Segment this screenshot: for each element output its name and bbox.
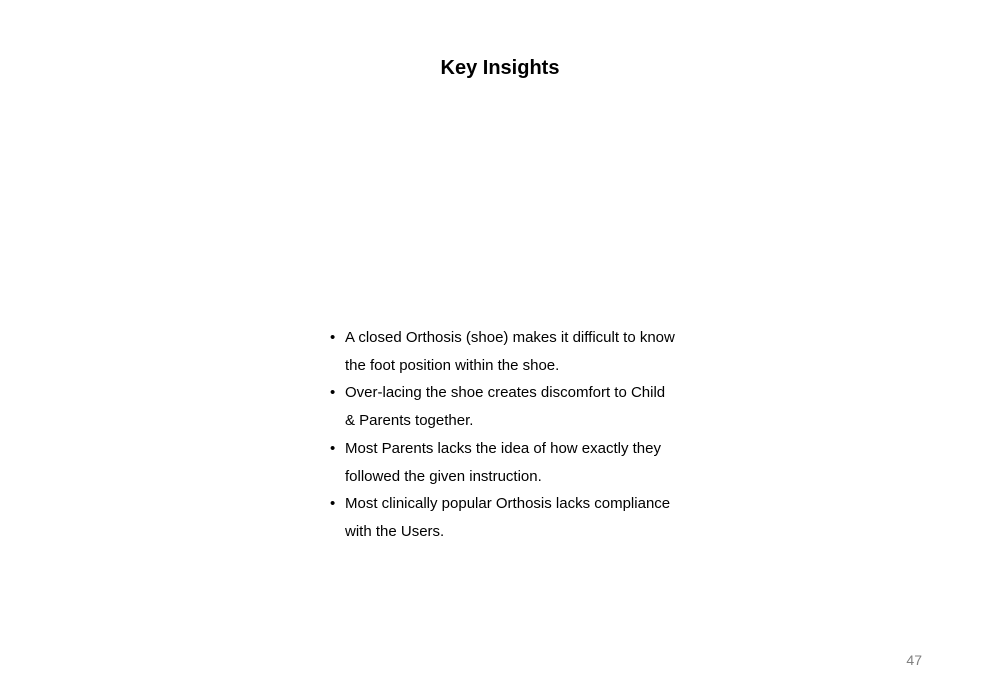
list-item: [330, 435, 675, 490]
insight-text: A closed Orthosis (shoe) makes it difficult to know the foot position within the shoe.: [345, 329, 675, 374]
insights-list: [330, 324, 675, 546]
bullet-icon: •: [330, 495, 336, 513]
list-item: [330, 490, 675, 545]
list-item: [330, 324, 675, 379]
bullet-icon: •: [330, 329, 336, 346]
insight-text: Over-lacing the shoe creates discomfort to Child & Parents together.: [345, 384, 666, 430]
page-number: 47: [906, 652, 922, 668]
insight-text: Most Parents lacks the idea of how exactly they followed the given instruction.: [345, 439, 661, 485]
bullet-icon: •: [330, 384, 336, 402]
bullet-icon: •: [330, 439, 336, 457]
page-title: Key Insights: [440, 57, 560, 79]
list-item: [330, 379, 675, 434]
insight-text: Most clinically popular Orthosis lacks compliance with the Users.: [345, 495, 671, 540]
